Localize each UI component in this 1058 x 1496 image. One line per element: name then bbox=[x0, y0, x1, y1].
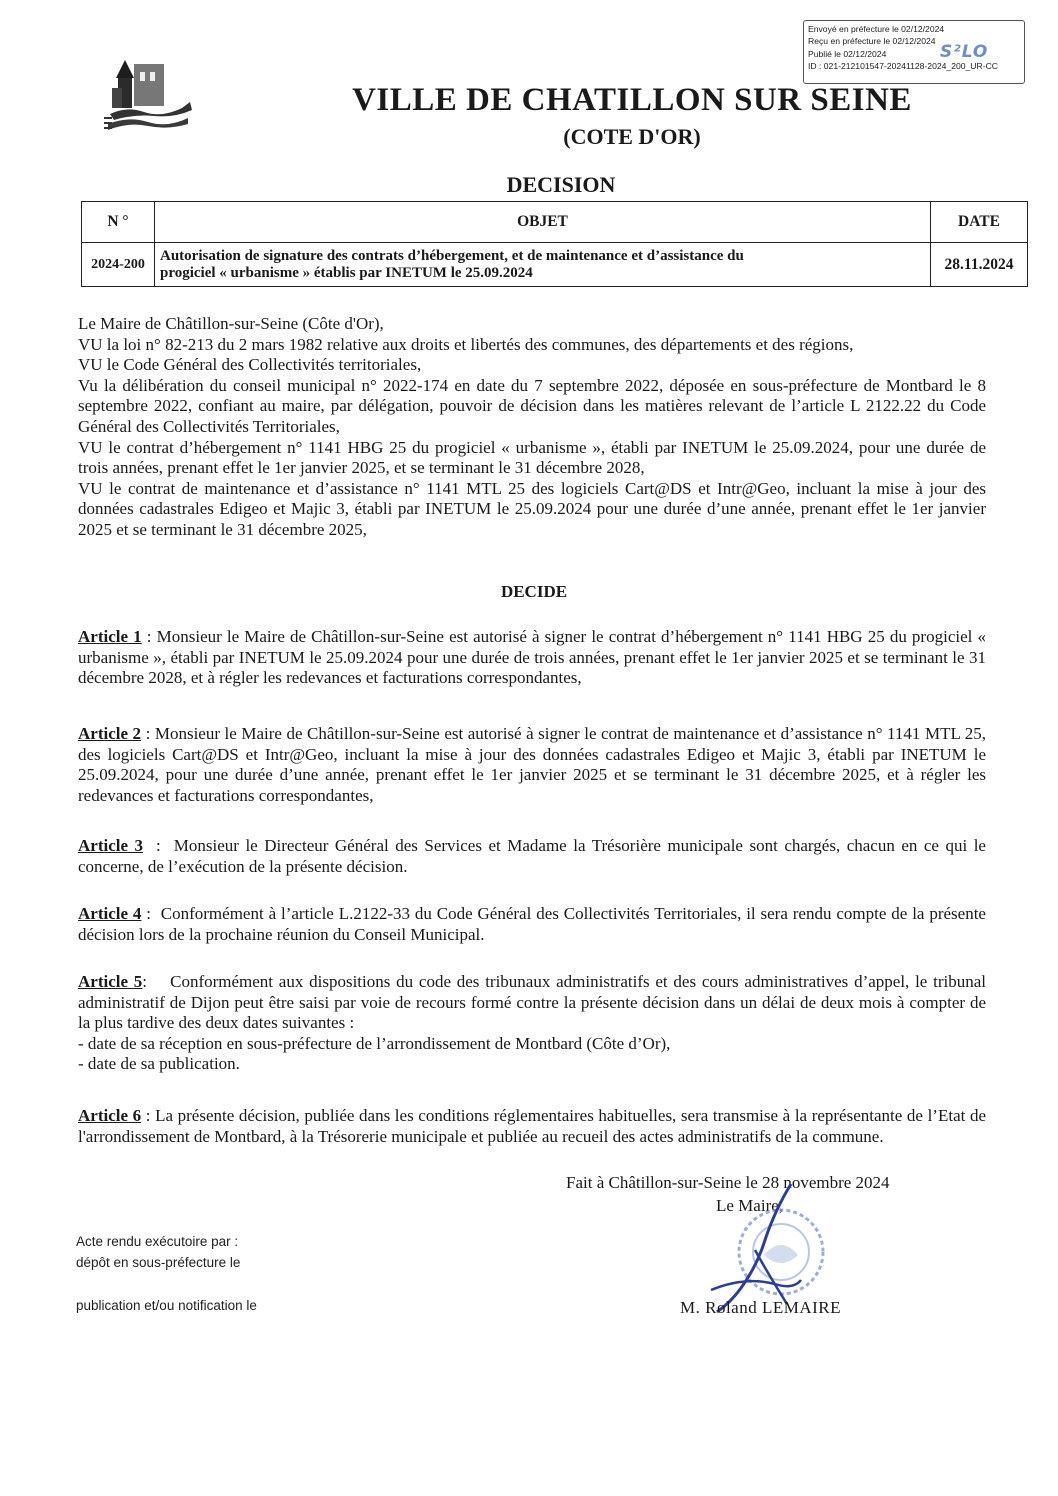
stamp-received-line: Reçu en préfecture le 02/12/2024 bbox=[808, 36, 936, 47]
article-label: Article 6 bbox=[78, 1106, 142, 1125]
city-title: VILLE DE CHATILLON SUR SEINE bbox=[352, 82, 912, 118]
article-separator: : bbox=[143, 836, 174, 855]
article-label: Article 3 bbox=[78, 836, 144, 855]
execution-deposit-line: dépôt en sous-préfecture le bbox=[76, 1255, 241, 1270]
article-text: Monsieur le Maire de Châtillon-sur-Seine est autorisé à signer le contrat d’hébergement n° 1141 HBG 25 du progiciel « urbanisme », établi par INETUM le 25.09.2024 pour une durée de trois années, prenant effet le 1er janvier 2025 et se terminant le 31 décembre 2028, et à régler les redevances et facturations correspondantes, bbox=[78, 627, 986, 688]
article-3 bbox=[78, 836, 986, 877]
signature-place-date: Fait à Châtillon-sur-Seine le 28 novembre 2024 bbox=[566, 1173, 890, 1192]
column-header-number: N ° bbox=[82, 202, 155, 243]
document-type-heading: DECISION bbox=[506, 172, 616, 197]
column-header-object: OBJET bbox=[155, 202, 931, 243]
list-item: - date de sa publication. bbox=[78, 1054, 240, 1074]
preamble-line: VU le contrat d’hébergement n° 1141 HBG 25 du progiciel « urbanisme », établi par INETUM le 25.09.2024, pour une durée de trois années, prenant effet le 1er janvier 2025, et se terminant le 31 décembre 2028, bbox=[78, 437, 986, 478]
stamp-published-line: Publié le 02/12/2024 bbox=[808, 48, 887, 59]
article-separator: : bbox=[142, 972, 171, 991]
s2lo-logo: S²LO bbox=[940, 42, 989, 62]
article-5 bbox=[78, 972, 986, 1075]
article-label: Article 1 bbox=[78, 627, 142, 646]
table-row bbox=[82, 243, 1028, 287]
preamble-line: VU le Code Général des Collectivités territoriales, bbox=[78, 355, 422, 375]
article-6 bbox=[78, 1106, 986, 1147]
article-separator: : bbox=[141, 904, 161, 923]
article-separator: : bbox=[141, 627, 157, 646]
article-2 bbox=[78, 724, 986, 806]
decision-number: 2024-200 bbox=[82, 243, 155, 287]
article-label: Article 2 bbox=[78, 724, 142, 743]
preamble-line: VU la loi n° 82-213 du 2 mars 1982 relative aux droits et libertés des communes, des départements et des régions, bbox=[78, 334, 854, 354]
article-1 bbox=[78, 627, 986, 689]
execution-label: Acte rendu exécutoire par : bbox=[76, 1234, 239, 1249]
stamp-sent-line: Envoyé en préfecture le 02/12/2024 bbox=[808, 24, 945, 34]
object-line-2: progiciel « urbanisme » établis par INETUM le 25.09.2024 bbox=[160, 264, 533, 281]
decide-heading: DECIDE bbox=[500, 582, 568, 601]
article-text: Conformément aux dispositions du code des tribunaux administratifs et des cours administratives d’appel, le tribunal administratif de Dijon peut être saisi par voie de recours formé contre la présente décision dans un délai de deux mois à compter de la plus tardive des deux dates suivantes : bbox=[78, 972, 986, 1033]
table-header-row bbox=[82, 202, 1028, 243]
article-text: La présente décision, publiée dans les conditions réglementaires habituelles, sera transmise à la représentante de l’Etat de l'arrondissement de Montbard, à la Trésorerie municipale et publiée au recueil des actes administratifs de la commune. bbox=[78, 1106, 986, 1146]
article-label: Article 5 bbox=[78, 972, 143, 991]
article-4 bbox=[78, 904, 986, 945]
department-title: (COTE D'OR) bbox=[563, 124, 701, 149]
decision-object bbox=[155, 243, 931, 287]
preamble-line: Le Maire de Châtillon-sur-Seine (Côte d'Or), bbox=[78, 314, 384, 333]
prefecture-stamp bbox=[803, 20, 1025, 84]
city-logo-icon bbox=[104, 58, 198, 138]
article-text: Conformément à l’article L.2122-33 du Code Général des Collectivités Territoriales, il sera rendu compte de la présente décision lors de la prochaine réunion du Conseil Municipal. bbox=[78, 904, 986, 944]
article-separator: : bbox=[141, 1106, 156, 1125]
execution-publication-line: publication et/ou notification le bbox=[76, 1298, 257, 1313]
preamble bbox=[78, 314, 986, 541]
column-header-date: DATE bbox=[931, 202, 1028, 243]
list-item: - date de sa réception en sous-préfecture de l’arrondissement de Montbard (Côte d’Or), bbox=[78, 1033, 671, 1053]
preamble-line: VU le contrat de maintenance et d’assistance n° 1141 MTL 25 des logiciels Cart@DS et Intr@Geo, incluant la mise à jour des données cadastrales Edigeo et Majic 3, établi par INETUM le 25.09.2024 pour une durée d’une année, prenant effet le 1er janvier 2025 et se terminant le 31 décembre 2025, bbox=[78, 478, 986, 539]
decision-date: 28.11.2024 bbox=[931, 243, 1028, 287]
stamp-id-line: ID : 021-212101547-20241128-2024_200_UR-CC bbox=[808, 61, 998, 72]
article-separator: : bbox=[141, 724, 155, 743]
signatory-name: M. Roland LEMAIRE bbox=[680, 1298, 842, 1317]
preamble-line: Vu la délibération du conseil municipal n° 2022-174 en date du 7 septembre 2022, déposée en sous-préfecture de Montbard le 8 septembre 2022, confiant au maire, par délégation, pouvoir de décision dans les matières relevant de l’article L 2122.22 du Code Général des Collectivités Territoriales, bbox=[78, 375, 986, 436]
article-text: Monsieur le Maire de Châtillon-sur-Seine est autorisé à signer le contrat de maintenance et d’assistance n° 1141 MTL 25, des logiciels Cart@DS et Intr@Geo, incluant la mise à jour des données cadastrales Edigeo et Majic 3, établi par INETUM le 25.09.2024, pour une durée d’une année, prenant effet le 1er janvier 2025 et se terminant le 31 décembre 2025, et à régler les redevances et facturations correspondantes, bbox=[78, 724, 986, 805]
article-text: Monsieur le Directeur Général des Services et Madame la Trésorière municipale sont chargés, chacun en ce qui le concerne, de l’exécution de la présente décision. bbox=[78, 836, 986, 876]
signature-role: Le Maire, bbox=[716, 1196, 784, 1215]
object-line-1: Autorisation de signature des contrats d’hébergement, et de maintenance et d’assistance du bbox=[160, 247, 744, 264]
decision-header-table bbox=[81, 201, 1028, 287]
article-label: Article 4 bbox=[78, 904, 142, 923]
